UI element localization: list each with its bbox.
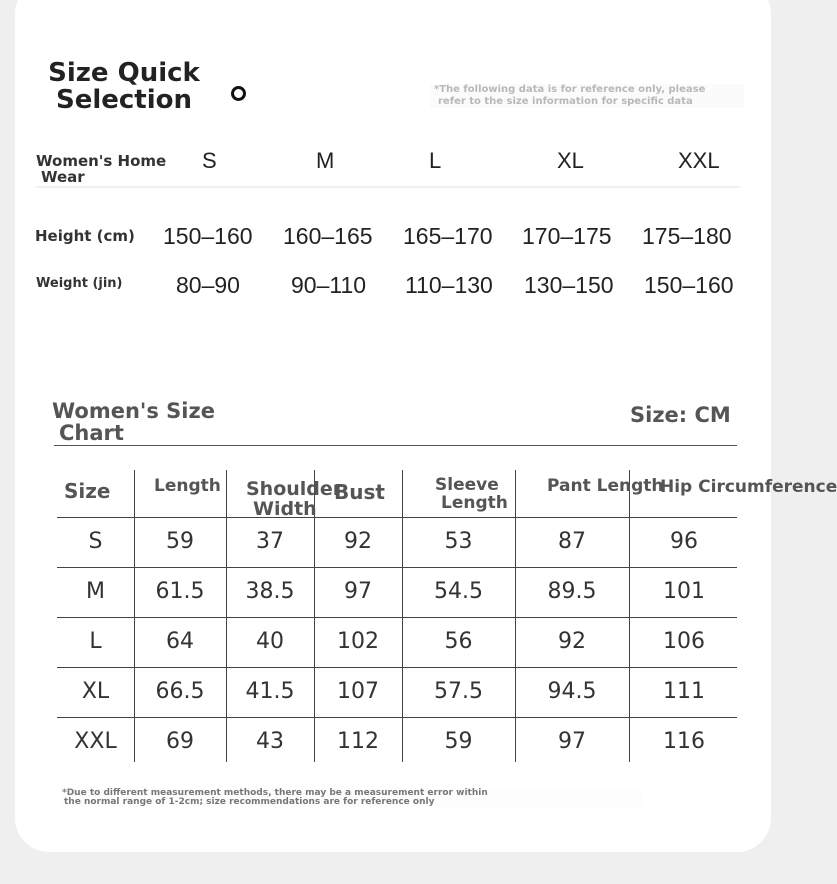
height-value: 150–160: [163, 223, 253, 249]
cell-bust: 107: [337, 679, 379, 704]
quick-selection-title-line-2: Selection: [55, 85, 193, 115]
weight-value: 80–90: [176, 272, 240, 298]
cell-shoulder-width: 40: [256, 629, 284, 654]
header-size: Size: [64, 479, 111, 503]
ring-icon: [231, 86, 246, 101]
header-shoulder-line-2: Width: [253, 498, 317, 520]
height-value: 175–180: [642, 223, 732, 249]
measurement-footnote-line-1: *Due to different measurement methods, there may be a measurement error within: [62, 788, 488, 798]
cell-shoulder-width: 41.5: [245, 679, 295, 704]
cell-length: 64: [166, 629, 194, 654]
quick-selection-divider: [36, 186, 740, 188]
reference-note: [430, 84, 744, 108]
cell-bust: 102: [337, 629, 379, 654]
header-sleeve-line-2: Length: [441, 493, 508, 513]
cell-size: S: [88, 529, 103, 554]
size-unit-label: Size: CM: [630, 403, 731, 427]
header-hip-circumference: Hip Circumference: [660, 477, 837, 497]
quick-size-s: S: [202, 148, 217, 173]
cell-length: 59: [166, 529, 194, 554]
measurement-footnote: [62, 789, 642, 807]
cell-sleeve-length: 56: [444, 629, 473, 654]
weight-value: 150–160: [644, 272, 734, 298]
cell-length: 61.5: [155, 579, 205, 604]
quick-size-xl: XL: [557, 148, 584, 173]
height-value: 165–170: [403, 223, 493, 249]
size-chart-rule: [54, 445, 737, 446]
cell-pant-length: 97: [558, 729, 586, 754]
quick-size-m: M: [316, 148, 335, 173]
weight-value: 110–130: [405, 272, 493, 298]
womens-home-wear-label-line-1: Women's Home: [36, 152, 167, 170]
cell-length: 69: [166, 729, 194, 754]
header-length: Length: [154, 476, 221, 496]
height-value: 160–165: [283, 223, 373, 249]
height-value: 170–175: [522, 223, 612, 249]
quick-selection-title: [46, 60, 202, 114]
cell-size: XXL: [74, 729, 117, 754]
cell-pant-length: 94.5: [547, 679, 597, 704]
weight-label: Weight (jin): [36, 276, 123, 291]
size-chart-title-line-2: Chart: [59, 421, 124, 445]
cell-bust: 112: [337, 729, 379, 754]
cell-sleeve-length: 53: [444, 529, 473, 554]
size-chart-title-line-1: Women's Size: [52, 399, 215, 423]
cell-length: 66.5: [155, 679, 205, 704]
header-sleeve-line-1: Sleeve: [435, 475, 499, 495]
cell-bust: 92: [344, 529, 372, 554]
quick-size-l: L: [429, 148, 442, 173]
cell-hip-circumference: 106: [663, 629, 705, 654]
reference-note-line-1: *The following data is for reference only, please: [434, 84, 706, 95]
weight-value: 90–110: [291, 272, 367, 298]
womens-home-wear-label: [36, 153, 186, 185]
cell-hip-circumference: 96: [670, 529, 698, 554]
cell-pant-length: 89.5: [547, 579, 597, 604]
cell-shoulder-width: 37: [256, 529, 284, 554]
measurement-footnote-line-2: the normal range of 1-2cm; size recommendations are for reference only: [64, 797, 435, 807]
header-bust: Bust: [334, 480, 385, 504]
cell-shoulder-width: 38.5: [245, 579, 295, 604]
height-label: Height (cm): [35, 227, 135, 245]
header-sleeve-length: [435, 476, 508, 512]
cell-hip-circumference: 111: [663, 679, 705, 704]
size-table: [57, 470, 837, 762]
size-chart-title: [52, 400, 215, 444]
header-shoulder-line-1: Shoulder: [246, 478, 343, 500]
cell-size: XL: [81, 679, 110, 704]
cell-pant-length: 92: [558, 629, 586, 654]
cell-sleeve-length: 57.5: [434, 679, 483, 704]
cell-hip-circumference: 116: [663, 729, 705, 754]
cell-pant-length: 87: [558, 529, 586, 554]
cell-bust: 97: [344, 579, 372, 604]
header-shoulder-width: [246, 479, 342, 519]
reference-note-line-2: refer to the size information for specific data: [438, 96, 693, 107]
cell-sleeve-length: 59: [444, 729, 473, 754]
weight-value: 130–150: [524, 272, 614, 298]
cell-hip-circumference: 101: [663, 579, 705, 604]
quick-selection-title-line-1: Size Quick: [48, 58, 200, 88]
cell-shoulder-width: 43: [256, 729, 284, 754]
cell-sleeve-length: 54.5: [434, 579, 483, 604]
header-pant-length: Pant Length: [547, 476, 664, 496]
cell-size: M: [86, 579, 105, 604]
cell-size: L: [89, 629, 102, 654]
quick-size-xxl: XXL: [678, 148, 720, 173]
womens-home-wear-label-line-2: Wear: [41, 168, 85, 186]
